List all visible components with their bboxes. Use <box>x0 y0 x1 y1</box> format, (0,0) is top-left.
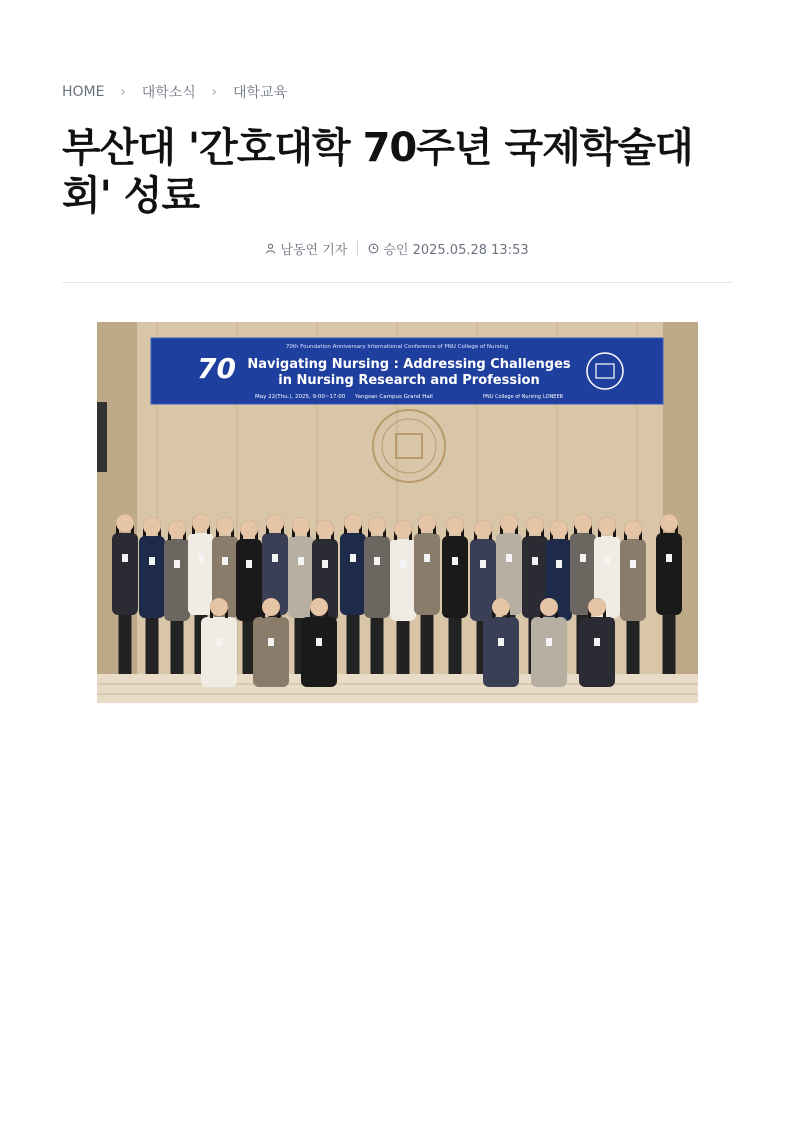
conference-group-photo <box>97 322 698 703</box>
author-info <box>265 239 347 258</box>
breadcrumb-home[interactable]: HOME <box>62 84 105 100</box>
banner-date: May 22(Thu.), 2025, 9:00~17:00 <box>255 394 346 400</box>
user-icon <box>265 243 276 254</box>
article-meta <box>62 238 732 258</box>
publish-date: 승인 2025.05.28 13:53 <box>383 242 529 258</box>
banner-conference-line: 70th Foundation Anniversary International Conference of PNU College of Nursing <box>285 344 509 350</box>
clock-icon <box>368 243 379 254</box>
banner-college: PNU College of Nursing <box>483 394 541 400</box>
article-photo <box>97 322 698 703</box>
banner-headline-1: Navigating Nursing : Addressing Challenges <box>247 357 571 372</box>
chevron-right-icon: › <box>211 84 217 100</box>
breadcrumb-university-education[interactable]: 대학교육 <box>233 85 288 101</box>
banner-venue: Yangsan Campus Grand Hall <box>355 394 433 400</box>
breadcrumb-university-news[interactable]: 대학소식 <box>141 85 196 101</box>
anniversary-logo-mark: 70 <box>197 352 236 385</box>
header-divider <box>62 282 732 283</box>
breadcrumb <box>62 82 287 102</box>
banner-headline-2: in Nursing Research and Profession <box>278 373 540 388</box>
chevron-right-icon: › <box>120 84 126 100</box>
author-name[interactable]: 남동연 기자 <box>280 242 348 258</box>
banner-sponsor: LONEER <box>543 394 564 400</box>
publish-info <box>368 239 528 258</box>
meta-divider <box>357 241 358 255</box>
article-title: 부산대 '간호대학 70주년 국제학술대회' 성료 <box>62 125 693 219</box>
